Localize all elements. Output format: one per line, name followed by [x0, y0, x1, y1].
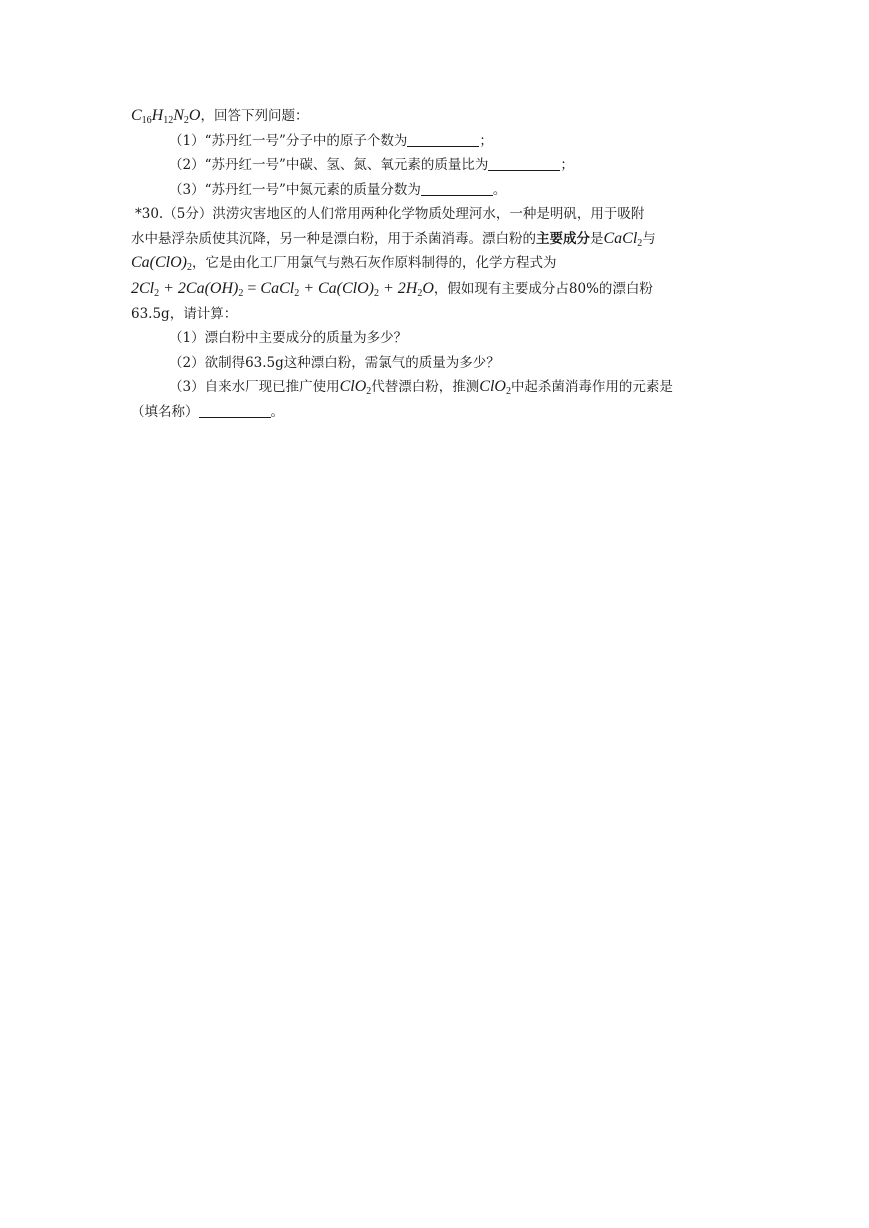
q29-item-2: （2）“苏丹红一号”中碳、氢、氮、氧元素的质量比为 ； [169, 157, 574, 173]
q29-item-1: （1）“苏丹红一号”分子中的原子个数为 ； [169, 132, 493, 149]
question-content [131, 104, 741, 424]
answer-blank[interactable] [199, 403, 271, 418]
main-component-emphasis: 主要成分 [536, 230, 590, 247]
q30-item-1: （1）漂白粉中主要成分的质量为多少？ [169, 330, 408, 346]
q30-item-3-continued: （填名称） 。 [131, 403, 284, 420]
formula-cacl2: CaCl$_2$ [603, 229, 643, 249]
chemical-equation: $2Cl_2 + 2Ca(OH)_2$ = CaCl$_2$ + $Ca(ClO)_2 + 2H_2O$ [131, 279, 434, 299]
q30-item-3: （3）自来水厂现已推广使用ClO$_2$代替漂白粉，推测ClO$_2$中起杀菌消毒作用的元素是 [169, 378, 673, 397]
formula-clo2: ClO$_2$ [339, 378, 372, 397]
q30-line-5: 63.5g，请计算： [131, 305, 238, 322]
q30-score: （5分）洪涝灾害地区的人们常用两种化学物质处理河水，一种是明矾，用于吸附 [163, 206, 645, 222]
answer-blank[interactable] [421, 181, 493, 196]
q30-line-3: $Ca(ClO)_2$，它是由化工厂用氯气与熟石灰作原料制得的，化学方程式为 [131, 254, 557, 273]
q30-line-1 [131, 202, 741, 227]
formula-caclo2: $Ca(ClO)_2$ [131, 254, 192, 273]
formula-sudan-red: $C_{16}H_{12}N_2O$ [131, 107, 201, 126]
q30-line-2: 水中悬浮杂质使其沉降，另一种是漂白粉，用于杀菌消毒。漂白粉的主要成分是CaCl$_2$与 [131, 229, 656, 249]
q29-item-3: （3）“苏丹红一号”中氮元素的质量分数为 。 [169, 181, 507, 198]
q30-item-2: （2）欲制得63.5g这种漂白粉，需氯气的质量为多少？ [169, 354, 500, 371]
q30-equation-line: $2Cl_2 + 2Ca(OH)_2$ = CaCl$_2$ + $Ca(ClO)_2 + 2H_2O$，假如现有主要成分占80%的漂白粉 [131, 279, 653, 299]
q29-intro-line [131, 104, 741, 129]
q29-intro-tail: ，回答下列问题： [200, 108, 309, 124]
answer-blank[interactable] [488, 156, 560, 171]
formula-clo2: ClO$_2$ [479, 378, 511, 397]
answer-blank[interactable] [407, 132, 479, 147]
q30-number: *30. [135, 206, 164, 222]
